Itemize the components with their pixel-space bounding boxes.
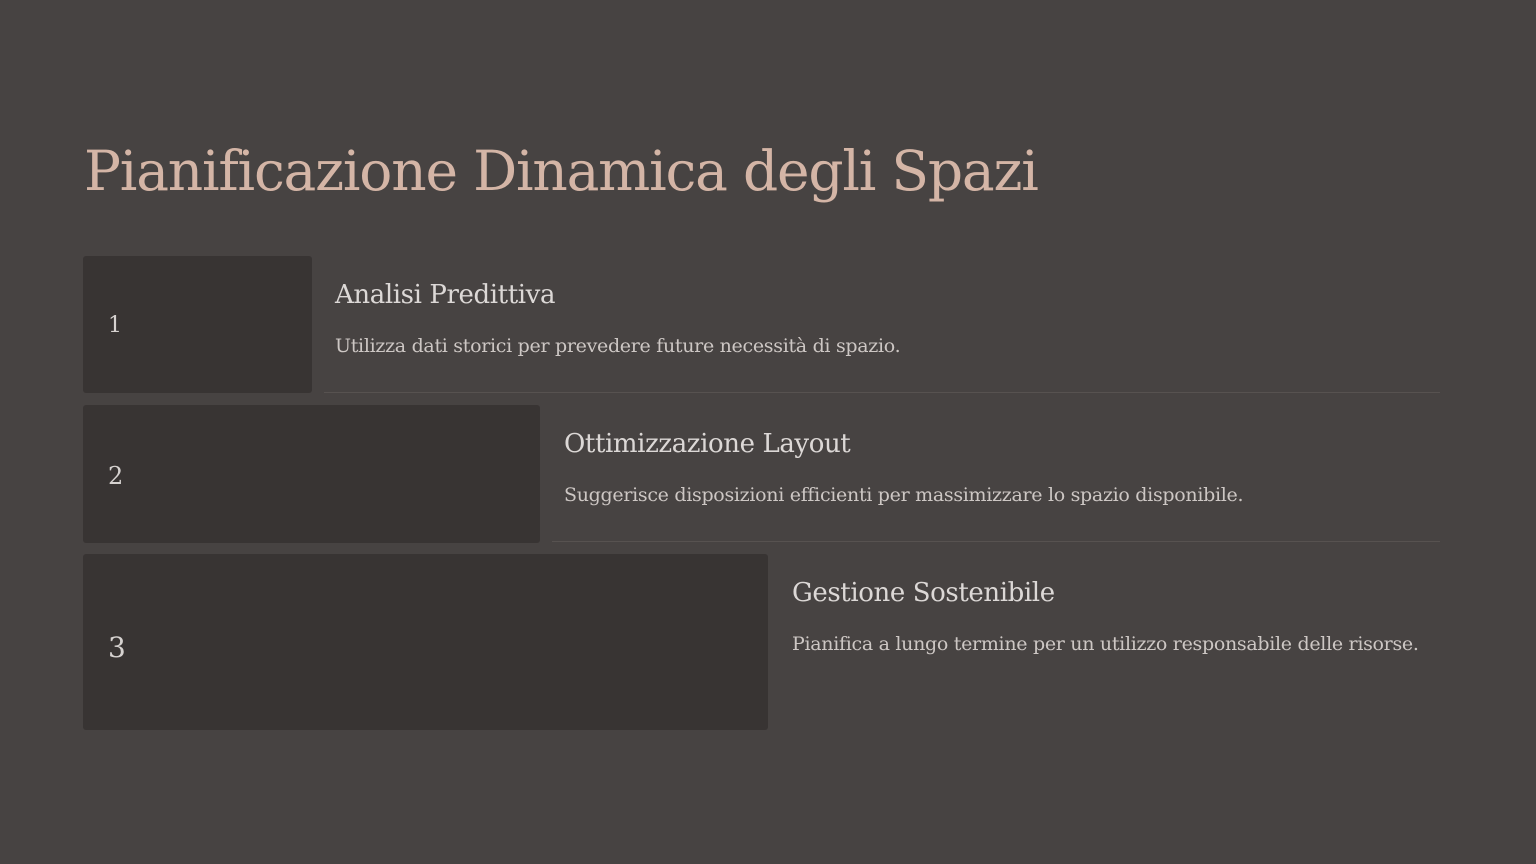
slide-title: Pianificazione Dinamica degli Spazi xyxy=(84,139,1038,203)
step-heading: Analisi Predittiva xyxy=(335,280,556,310)
step-content-1 xyxy=(335,280,1435,366)
step-heading: Gestione Sostenibile xyxy=(792,578,1055,608)
step-content-3 xyxy=(792,578,1432,664)
step-description: Suggerisce disposizioni efficienti per massimizzare lo spazio disponibile. xyxy=(564,484,1244,506)
step-heading: Ottimizzazione Layout xyxy=(564,429,851,459)
step-divider-2 xyxy=(552,541,1440,542)
step-block-2 xyxy=(83,405,540,543)
step-block-1 xyxy=(83,256,312,393)
step-number: 2 xyxy=(108,462,124,490)
step-number: 1 xyxy=(108,313,122,338)
step-content-2 xyxy=(564,429,1436,515)
step-block-3 xyxy=(83,554,768,730)
step-number: 3 xyxy=(108,631,126,664)
step-divider-1 xyxy=(324,392,1440,393)
step-description: Utilizza dati storici per prevedere future necessità di spazio. xyxy=(335,335,901,357)
step-description: Pianifica a lungo termine per un utilizzo responsabile delle risorse. xyxy=(792,633,1419,655)
